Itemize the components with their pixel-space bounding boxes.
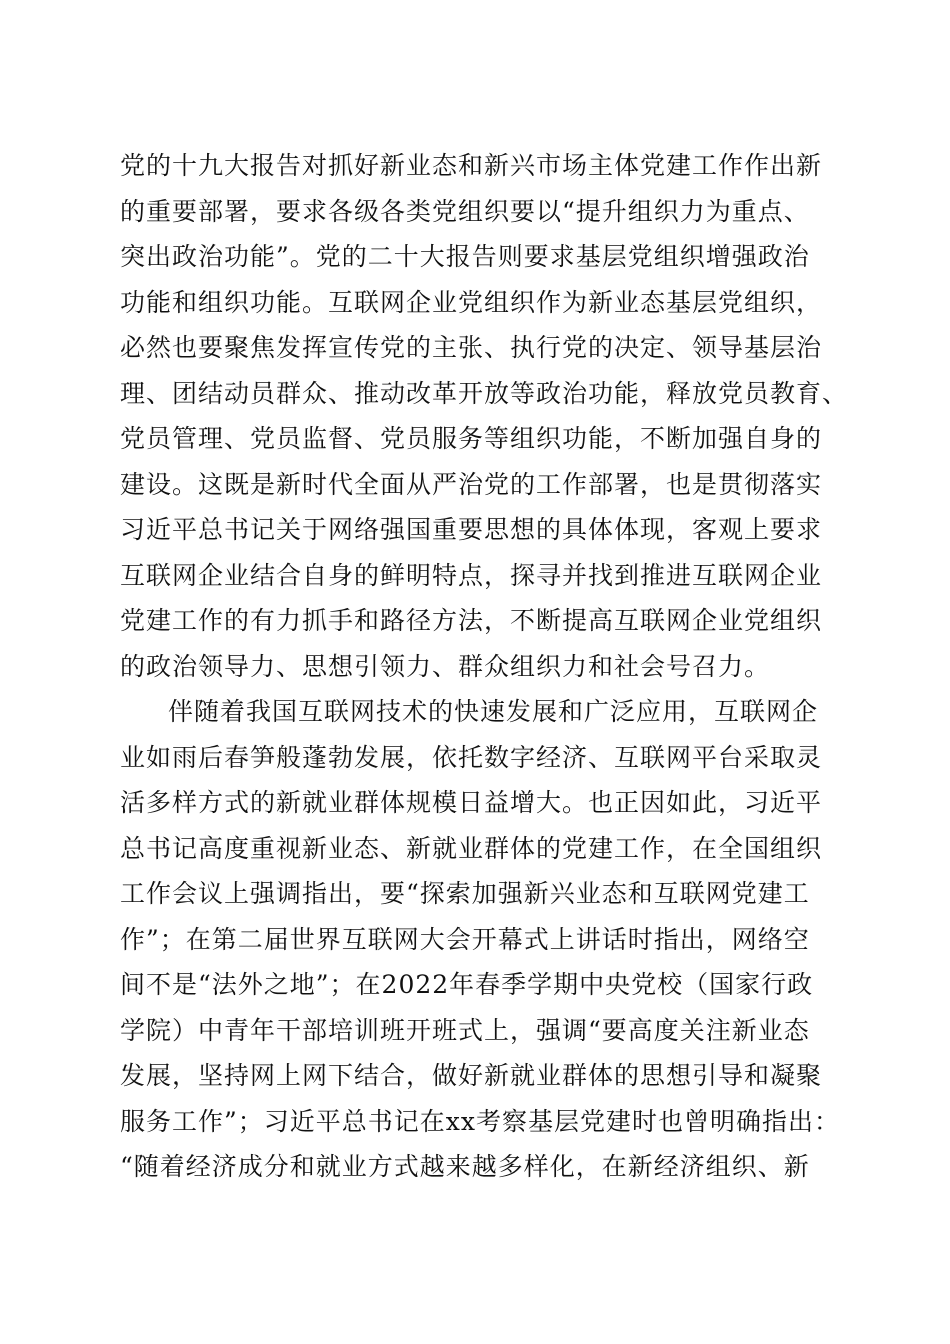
text-line: 服务工作”；习近平总书记在xx考察基层党建时也曾明确指出： — [120, 1106, 840, 1136]
text-line: 作”；在第二届世界互联网大会开幕式上讲话时指出，网络空 — [120, 924, 810, 954]
text-line: 习近平总书记关于网络强国重要思想的具体体现，客观上要求 — [120, 515, 823, 544]
text-line: 的政治领导力、思想引领力、群众组织力和社会号召力。 — [120, 651, 771, 681]
text-line: 建设。这既是新时代全面从严治党的工作部署，也是贯彻落实 — [120, 469, 823, 499]
text-line: 突出政治功能”。党的二十大报告则要求基层党组织增强政治 — [120, 242, 810, 271]
text-line: 发展，坚持网上网下结合，做好新就业群体的思想引导和凝聚 — [120, 1061, 823, 1090]
text-line: 党员管理、党员监督、党员服务等组织功能，不断加强自身的 — [120, 424, 823, 453]
text-line: 总书记高度重视新业态、新就业群体的党建工作，在全国组织 — [120, 833, 823, 863]
text-line: 间不是“法外之地”；在2022年春季学期中央党校（国家行政 — [120, 970, 814, 999]
text-line: 活多样方式的新就业群体规模日益增大。也正因如此，习近平 — [120, 788, 823, 817]
text-line: 互联网企业结合自身的鲜明特点，探寻并找到推进互联网企业 — [120, 560, 823, 590]
text-line: 学院）中青年干部培训班开班式上，强调“要高度关注新业态 — [120, 1015, 810, 1045]
text-line: 工作会议上强调指出，要“探索加强新兴业态和互联网党建工 — [120, 879, 810, 908]
text-line-indented: 伴随着我国互联网技术的快速发展和广泛应用，互联网企 — [168, 697, 819, 726]
text-line: “随着经济成分和就业方式越来越多样化，在新经济组织、新 — [120, 1152, 810, 1181]
text-line: 业如雨后春笋般蓬勃发展，依托数字经济、互联网平台采取灵 — [120, 742, 823, 772]
text-line: 的重要部署，要求各级各类党组织要以“提升组织力为重点、 — [120, 196, 810, 226]
body-text — [120, 143, 849, 1190]
text-line: 党建工作的有力抓手和路径方法，不断提高互联网企业党组织 — [120, 606, 823, 635]
text-line: 功能和组织功能。互联网企业党组织作为新业态基层党组织， — [120, 287, 823, 317]
text-line: 必然也要聚焦发挥宣传党的主张、执行党的决定、领导基层治 — [120, 333, 823, 362]
text-line: 党的十九大报告对抓好新业态和新兴市场主体党建工作作出新 — [120, 151, 823, 180]
text-line: 理、团结动员群众、推动改革开放等政治功能，释放党员教育、 — [120, 378, 849, 408]
